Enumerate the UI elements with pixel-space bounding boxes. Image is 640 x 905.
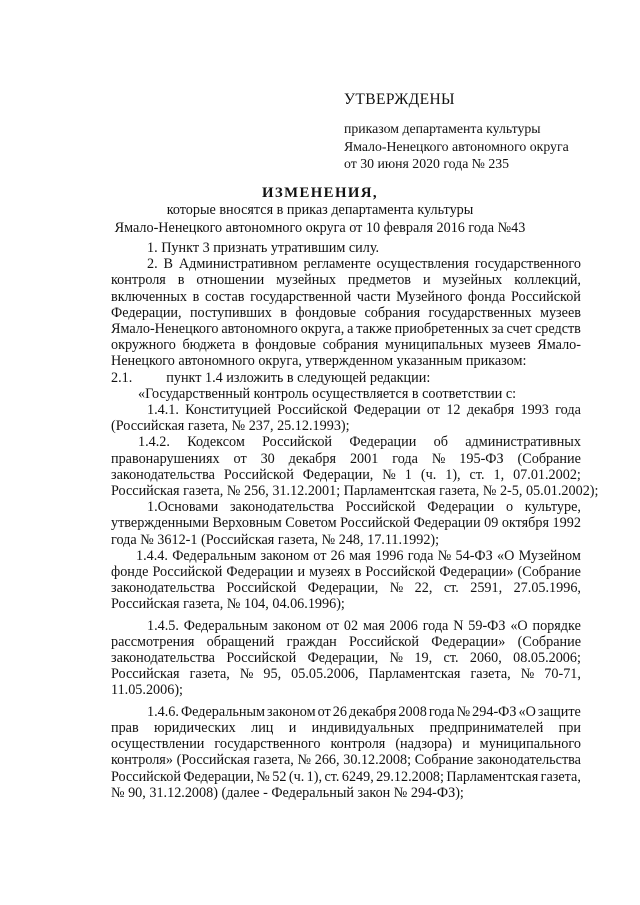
word: Федерации,: [307, 580, 379, 597]
document-body: [111, 238, 599, 801]
word: регламенте: [303, 256, 371, 273]
word: государственного: [474, 256, 581, 273]
body-line: [111, 434, 581, 450]
word: фонда: [467, 288, 506, 305]
word: 1),: [306, 768, 323, 785]
word: 2060,: [469, 650, 502, 667]
approval-line: от 30 июня 2020 года № 235: [344, 156, 510, 172]
body-line: [111, 596, 581, 612]
word: мая: [349, 547, 371, 564]
word: №: [456, 703, 471, 720]
word: 12: [446, 402, 461, 419]
word: газета,: [189, 666, 230, 683]
word: Федерации,: [302, 466, 374, 483]
body-line: [111, 418, 581, 434]
body-line: [111, 321, 581, 337]
word: фондовые: [295, 304, 357, 321]
word: (Собрание: [517, 564, 581, 581]
word: (ч.: [420, 466, 437, 483]
word: контроля: [111, 272, 166, 289]
word: 2.: [147, 256, 158, 273]
word: Российской: [111, 768, 181, 785]
word: защите: [537, 703, 581, 720]
word: музеях: [309, 564, 351, 581]
body-line: [111, 532, 581, 548]
word: Музейном: [518, 547, 581, 564]
word: Ямало-: [537, 337, 581, 354]
word: 08.05.2006;: [513, 650, 581, 667]
body-line: [111, 240, 581, 256]
word: правонарушениях: [111, 450, 220, 467]
word: 02: [343, 617, 359, 634]
word: газета,: [253, 752, 294, 769]
word: Парламентская: [368, 666, 461, 683]
word: ст.: [443, 580, 459, 597]
body-line: [111, 272, 581, 288]
body-line: [111, 337, 581, 353]
word: Российской: [262, 434, 333, 451]
word: 2008: [398, 703, 427, 720]
word: октября: [501, 515, 550, 532]
word: об: [433, 434, 448, 451]
approval-line: Ямало-Ненецкого автономного округа: [344, 138, 569, 154]
word: года: [555, 402, 581, 419]
word: 05.05.2006,: [291, 666, 359, 683]
body-line: [111, 720, 581, 736]
word: Российская газета, № 256, 31.12.2001; Парламентская газета, № 2-5, 05.01.2002);: [111, 483, 599, 500]
word: года: [422, 617, 449, 634]
approval-heading: УТВЕРЖДЕНЫ: [344, 91, 455, 108]
word: от: [325, 617, 340, 634]
word: фонде: [111, 564, 149, 581]
word: Советом: [285, 515, 337, 532]
word: (Российская газета, № 237, 25.12.1993);: [111, 418, 350, 435]
body-line: [111, 499, 581, 515]
body-line: [111, 256, 581, 272]
word: 1. Пункт 3 признать утратившим силу.: [147, 240, 380, 256]
word: №: [431, 450, 446, 467]
word: от: [233, 450, 247, 467]
word: законодательства: [229, 499, 334, 516]
word: (Российская: [176, 752, 250, 769]
word: и: [288, 719, 297, 736]
word: 54-ФЗ: [455, 547, 493, 564]
word: 70-71,: [544, 666, 581, 683]
word: осуществления: [376, 256, 469, 273]
word: Российская газета, № 104, 04.06.1996);: [111, 596, 345, 613]
word: 29.12.2008;: [376, 768, 444, 785]
word: средств: [534, 321, 581, 338]
word: №: [389, 580, 404, 597]
body-line: [111, 483, 599, 500]
word: Российской: [349, 633, 419, 650]
word: обращений: [206, 633, 275, 650]
word: законодательства: [111, 580, 215, 597]
word: законодательства: [477, 752, 581, 769]
word: государственной: [250, 288, 352, 305]
word: и: [462, 736, 470, 753]
word: Федерации: [353, 402, 421, 419]
word: Федеральным: [172, 547, 257, 564]
body-line: [111, 650, 581, 666]
word: от: [426, 402, 440, 419]
word: Федерации: [349, 434, 417, 451]
word: от: [317, 703, 331, 720]
word: №: [520, 666, 535, 683]
word: Российской: [510, 288, 581, 305]
word: 1,: [493, 466, 505, 483]
word: года: [392, 450, 418, 467]
word: 95,: [263, 666, 282, 683]
word: «Государственный контроль осуществляется в соответствии с:: [138, 385, 517, 402]
word: Федерации»: [439, 564, 514, 581]
body-line: [111, 370, 581, 386]
word: (надзора): [395, 736, 453, 753]
word: культуре,: [524, 499, 581, 516]
word: рассмотрения: [111, 633, 195, 650]
word: Федеральным: [180, 703, 265, 720]
word: Российской: [152, 564, 223, 581]
word: (Собрание: [517, 450, 581, 467]
body-line: [111, 353, 581, 369]
word: газета,: [540, 768, 581, 785]
word: Российской: [226, 580, 297, 597]
word: Кодексом: [187, 434, 245, 451]
word: Музейного: [396, 288, 463, 305]
word: № 90, 31.12.2008) (далее - Федеральный закон № 294-ФЗ);: [111, 784, 464, 801]
word: 266,: [314, 752, 340, 769]
word: N: [453, 617, 464, 634]
word: в: [192, 288, 200, 305]
word: а: [347, 321, 354, 338]
word: декабря: [349, 703, 397, 720]
word: Российской: [226, 650, 297, 667]
word: Федерации: [226, 564, 294, 581]
word: Федерации: [413, 515, 481, 532]
word: 6249,: [341, 768, 374, 785]
word: №: [239, 666, 254, 683]
word: 26: [330, 547, 345, 564]
word: 19,: [414, 650, 433, 667]
word: законом: [267, 703, 316, 720]
word: в: [280, 304, 287, 321]
word: порядке: [532, 617, 581, 634]
word: собрания: [322, 337, 379, 354]
body-line: [111, 467, 581, 483]
body-line: [111, 580, 581, 596]
word: «О: [518, 703, 536, 720]
word: мая: [362, 617, 385, 634]
word: Российской: [340, 515, 411, 532]
word: лиц: [251, 719, 274, 736]
word: 22,: [414, 580, 433, 597]
body-line: [111, 682, 581, 698]
word: музейных: [442, 272, 503, 289]
word: муниципальных: [384, 337, 484, 354]
word: Российской: [365, 564, 436, 581]
word: Конституцией: [185, 402, 271, 419]
body-line: [111, 785, 581, 801]
word: Федерации,: [111, 304, 182, 321]
word: 1.Основами: [147, 499, 219, 516]
word: Федерации,: [307, 650, 379, 667]
word: Федерации,: [183, 768, 254, 785]
document-subtitle: Ямало-Ненецкого автономного округа от 10 февраля 2016 года №43: [114, 220, 526, 236]
word: 1992: [552, 515, 581, 532]
word: осуществлении: [111, 736, 205, 753]
word: 1: [404, 466, 412, 483]
approval-block: [344, 91, 604, 173]
word: «О: [510, 617, 528, 634]
word: за: [491, 321, 504, 338]
word: №: [437, 547, 452, 564]
word: о: [505, 499, 514, 516]
word: года: [428, 703, 455, 720]
word: года: [407, 547, 434, 564]
body-line: [111, 752, 581, 768]
word: окружного: [111, 337, 176, 354]
word: включенных: [111, 288, 187, 305]
word: №: [256, 768, 270, 785]
word: законодательства: [111, 466, 215, 483]
word: также: [356, 321, 392, 338]
word: законом: [260, 547, 310, 564]
word: отношении: [196, 272, 265, 289]
word: ст.: [443, 650, 459, 667]
approval-line: приказом департамента культуры: [344, 121, 541, 136]
word: 2591,: [470, 580, 503, 597]
body-line: [111, 618, 581, 634]
body-line: [111, 666, 581, 682]
word: 1.4.2.: [138, 434, 170, 451]
word: автономного: [221, 321, 298, 338]
word: 30.12.2008;: [343, 752, 412, 769]
word: 1),: [445, 466, 461, 483]
word: Российской: [277, 402, 348, 419]
word: 2006: [389, 617, 418, 634]
word: в: [241, 337, 249, 354]
word: 1993: [520, 402, 549, 419]
word: пункт 1.4 изложить в следующей редакции:: [166, 369, 431, 386]
word: прав: [111, 719, 139, 736]
word: 07.01.2002;: [513, 466, 581, 483]
word: музеев: [489, 337, 531, 354]
word: законом: [272, 617, 322, 634]
word: декабря: [288, 450, 337, 467]
body-line: [111, 451, 581, 467]
word: 1.4.1.: [147, 402, 179, 419]
word: при: [558, 719, 581, 736]
word: 26: [332, 703, 347, 720]
word: 195-ФЗ: [459, 450, 504, 467]
body-line: [111, 634, 581, 650]
body-line: [111, 736, 581, 752]
word: 2.1.: [111, 369, 133, 386]
word: №: [389, 650, 404, 667]
word: от: [313, 547, 327, 564]
word: 09: [484, 515, 499, 532]
word: 2001: [349, 450, 379, 467]
word: и: [422, 272, 431, 289]
word: 11.05.2006);: [111, 682, 183, 699]
word: части: [356, 288, 391, 305]
word: «О: [497, 547, 515, 564]
word: государственного: [214, 736, 321, 753]
word: Российской: [223, 466, 294, 483]
word: и: [297, 564, 306, 581]
word: года № 3612-1 (Российская газета, № 248, 17.11.1992);: [111, 531, 440, 548]
word: Ненецкого автономного округа, утвержденном указанным приказом:: [111, 353, 527, 370]
word: Административном: [178, 256, 298, 273]
body-line: [111, 386, 581, 402]
document-subtitle: которые вносятся в приказ департамента культуры: [166, 202, 474, 218]
word: Собрание: [414, 752, 474, 769]
word: ст.: [324, 768, 340, 785]
word: коллекций,: [514, 272, 581, 289]
word: в: [354, 564, 362, 581]
word: индивидуальных: [311, 719, 415, 736]
word: предметов: [347, 272, 411, 289]
body-line: [111, 564, 581, 580]
word: Российская: [111, 666, 180, 683]
word: музеев: [539, 304, 581, 321]
word: газета,: [470, 666, 511, 683]
word: законодательства: [111, 650, 215, 667]
body-line: [111, 548, 581, 564]
word: (ч.: [288, 768, 305, 785]
document-title: ИЗМЕНЕНИЯ,: [262, 185, 378, 201]
word: №: [382, 466, 396, 483]
word: Федеральным: [183, 617, 268, 634]
word: фондовые: [255, 337, 316, 354]
word: предпринимателей: [429, 719, 544, 736]
word: поступивших: [189, 304, 272, 321]
word: утвержденными: [111, 515, 209, 532]
word: государственных: [428, 304, 532, 321]
word: муниципального: [479, 736, 581, 753]
word: бюджета: [182, 337, 236, 354]
body-line: [111, 402, 581, 418]
word: 27.05.1996,: [513, 580, 581, 597]
word: ст.: [469, 466, 485, 483]
word: №: [297, 752, 312, 769]
word: 1.4.4.: [136, 547, 168, 564]
word: 294-ФЗ: [472, 703, 517, 720]
word: округа,: [300, 321, 345, 338]
word: 1.4.5.: [147, 617, 179, 634]
word: в: [177, 272, 185, 289]
word: музейных: [276, 272, 336, 289]
word: состав: [205, 288, 245, 305]
word: (Собрание: [517, 633, 581, 650]
word: административных: [465, 434, 581, 451]
word: 59-ФЗ: [468, 617, 506, 634]
word: Федерации: [427, 499, 495, 516]
body-line: [111, 289, 581, 305]
body-line: [111, 305, 581, 321]
word: собрания: [364, 304, 421, 321]
word: Парламентская: [446, 768, 539, 785]
body-line: [111, 515, 581, 531]
word: Ямало-Ненецкого: [111, 321, 219, 338]
word: контроля»: [111, 752, 173, 769]
word: граждан: [286, 633, 337, 650]
word: контроля: [330, 736, 386, 753]
body-line: [111, 704, 581, 720]
word: декабря: [466, 402, 515, 419]
word: В: [163, 256, 173, 273]
word: 1996: [375, 547, 404, 564]
word: Верховным: [212, 515, 282, 532]
word: юридических: [154, 719, 236, 736]
word: Российской: [345, 499, 416, 516]
body-line: [111, 769, 581, 785]
word: 30: [260, 450, 275, 467]
word: счет: [506, 321, 533, 338]
word: Федерации»: [431, 633, 506, 650]
word: 1.4.6.: [147, 703, 179, 720]
word: 52: [272, 768, 287, 785]
word: приобретенных: [394, 321, 489, 338]
